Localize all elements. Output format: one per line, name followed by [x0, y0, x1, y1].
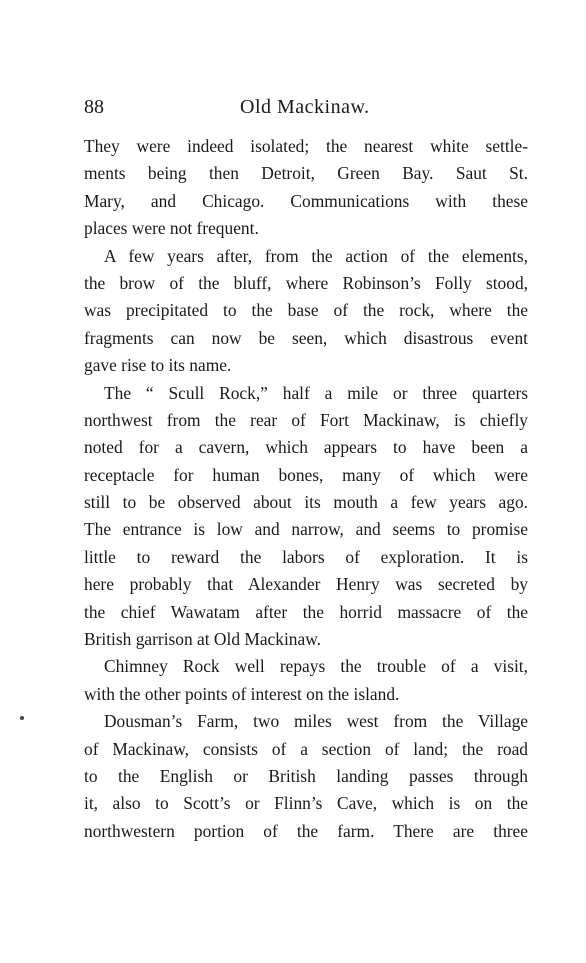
text-line: here probably that Alexander Henry was secreted by [84, 574, 528, 595]
text-line: northwestern portion of the farm. There are three [84, 820, 528, 841]
text-line: They were indeed isolated; the nearest white settle- [84, 136, 528, 156]
text-line: of Mackinaw, consists of a section of land; the road [84, 738, 528, 759]
paragraph [84, 380, 528, 654]
text-line: Chimney Rock well repays the trouble of a visit, [104, 656, 528, 677]
book-page [84, 92, 528, 845]
text-line: with the other points of interest on the island. [84, 683, 400, 704]
text-line: gave rise to its name. [84, 355, 232, 376]
text-line: little to reward the labors of exploration. It is [84, 546, 528, 567]
body-text [84, 133, 528, 845]
text-line: Dousman’s Farm, two miles west from the Village [104, 711, 528, 732]
text-line: noted for a cavern, which appears to have been a [84, 437, 528, 458]
text-line: The “ Scull Rock,” half a mile or three quarters [104, 382, 528, 403]
paragraph [84, 708, 528, 845]
text-line: British garrison at Old Mackinaw. [84, 629, 321, 650]
text-line: northwest from the rear of Fort Mackinaw, is chiefly [84, 409, 528, 430]
paragraph [84, 243, 528, 380]
text-line: A few years after, from the action of the elements, [104, 245, 528, 266]
text-line: the chief Wawatam after the horrid massacre of the [84, 601, 528, 622]
page-header [84, 92, 528, 122]
text-line: places were not frequent. [84, 218, 259, 239]
text-line: was precipitated to the base of the rock, where the [84, 300, 528, 321]
text-line: The entrance is low and narrow, and seems to promise [84, 519, 528, 540]
text-line: Mary, and Chicago. Communications with these [84, 190, 528, 211]
paragraph [84, 653, 528, 708]
text-line: fragments can now be seen, which disastrous event [84, 327, 528, 348]
text-line: it, also to Scott’s or Flinn’s Cave, which is on the [84, 793, 528, 814]
paragraph [84, 133, 528, 243]
text-line: ments being then Detroit, Green Bay. Saut St. [84, 163, 528, 184]
text-line: to the English or British landing passes through [84, 765, 528, 786]
running-title: Old Mackinaw. [240, 96, 370, 118]
text-line: still to be observed about its mouth a few years ago. [84, 492, 528, 513]
text-line: receptacle for human bones, many of which were [84, 464, 528, 485]
page-number: 88 [84, 96, 104, 118]
print-speck [20, 716, 24, 720]
text-line: the brow of the bluff, where Robinson’s Folly stood, [84, 272, 528, 293]
